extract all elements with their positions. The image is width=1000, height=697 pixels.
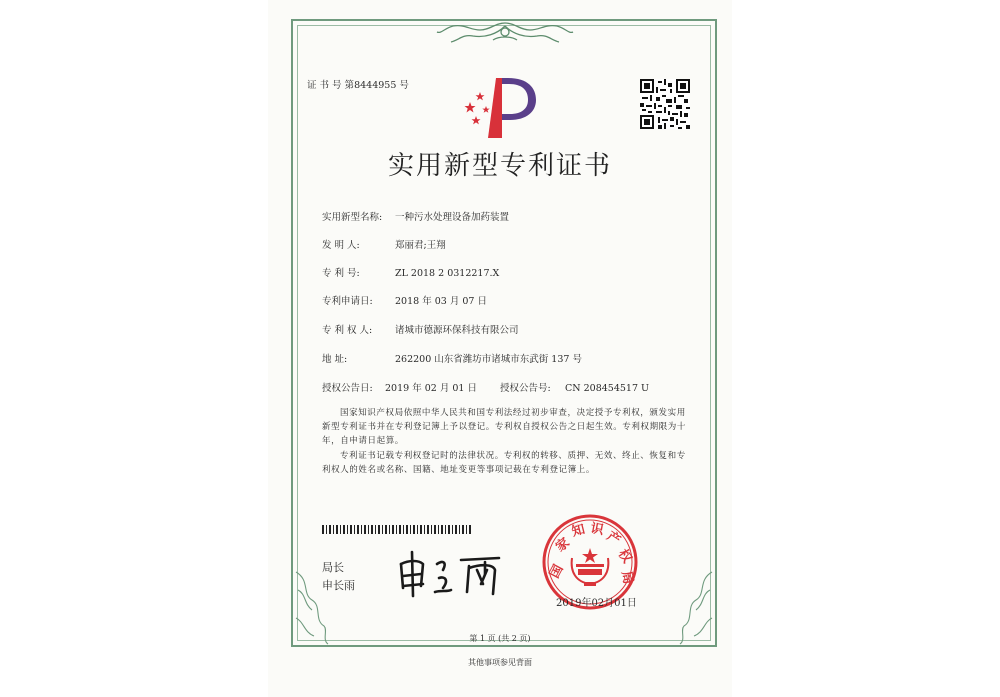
filing-date-value: 2018 年 03 月 07 日 <box>395 296 487 307</box>
address-value: 262200 山东省潍坊市诸城市东武街 137 号 <box>395 354 582 365</box>
address-label: 地 址: <box>322 354 348 365</box>
patent-holder-value: 诸城市德源环保科技有限公司 <box>395 325 519 336</box>
page-number: 第 1 页 (共 2 页) <box>469 634 531 643</box>
patent-number-label: 专 利 号: <box>322 268 360 279</box>
grant-number-label: 授权公告号: <box>500 383 551 394</box>
footer-note: 其他事项参见背面 <box>468 658 532 667</box>
barcode-icon <box>322 525 472 534</box>
director-signature-icon <box>395 548 505 598</box>
svg-text:识: 识 <box>589 521 605 539</box>
director-title: 局长 <box>322 561 344 574</box>
paragraph-grant-decision: 国家知识产权局依照中华人民共和国专利法经过初步审查，决定授予专利权，颁发实用新型专利证书并在专利登记簿上予以登记。专利权自授权公告之日起生效。专利权期限为十年，自申请日起算。 <box>322 408 687 446</box>
filing-date-label: 专利申请日: <box>322 296 373 307</box>
svg-text:知: 知 <box>570 522 587 540</box>
official-seal-icon <box>540 512 640 612</box>
svg-text:局: 局 <box>618 569 636 586</box>
svg-text:国: 国 <box>547 562 567 581</box>
svg-text:权: 权 <box>614 546 635 567</box>
patent-number-value: ZL 2018 2 0312217.X <box>395 268 500 279</box>
utility-model-name-label: 实用新型名称: <box>322 212 383 223</box>
patent-office-logo-icon <box>458 72 542 142</box>
grant-date-label: 授权公告日: <box>322 383 373 394</box>
director-name: 申长雨 <box>322 579 355 592</box>
paragraph-legal-status: 专利证书记载专利权登记时的法律状况。专利权的转移、质押、无效、终止、恢复和专利权人的姓名或名称、国籍、地址变更等事项记载在专利登记簿上。 <box>322 451 686 475</box>
grant-number-value: CN 208454517 U <box>565 383 650 394</box>
inventor-label: 发 明 人: <box>322 240 360 251</box>
certificate-title: 实用新型专利证书 <box>387 151 612 181</box>
inventor-value: 郑丽君;王翔 <box>395 240 446 251</box>
svg-text:产: 产 <box>603 528 623 549</box>
qr-code-icon <box>640 79 690 129</box>
grant-date-value: 2019 年 02 月 01 日 <box>385 383 477 394</box>
svg-text:家: 家 <box>553 535 573 556</box>
patent-holder-label: 专 利 权 人: <box>322 325 373 336</box>
certificate-number: 证 书 号 第8444955 号 <box>307 80 409 91</box>
utility-model-name-value: 一种污水处理设备加药装置 <box>395 212 510 223</box>
seal-date: 2019年02月01日 <box>556 598 637 609</box>
top-ornament-icon <box>435 20 575 46</box>
